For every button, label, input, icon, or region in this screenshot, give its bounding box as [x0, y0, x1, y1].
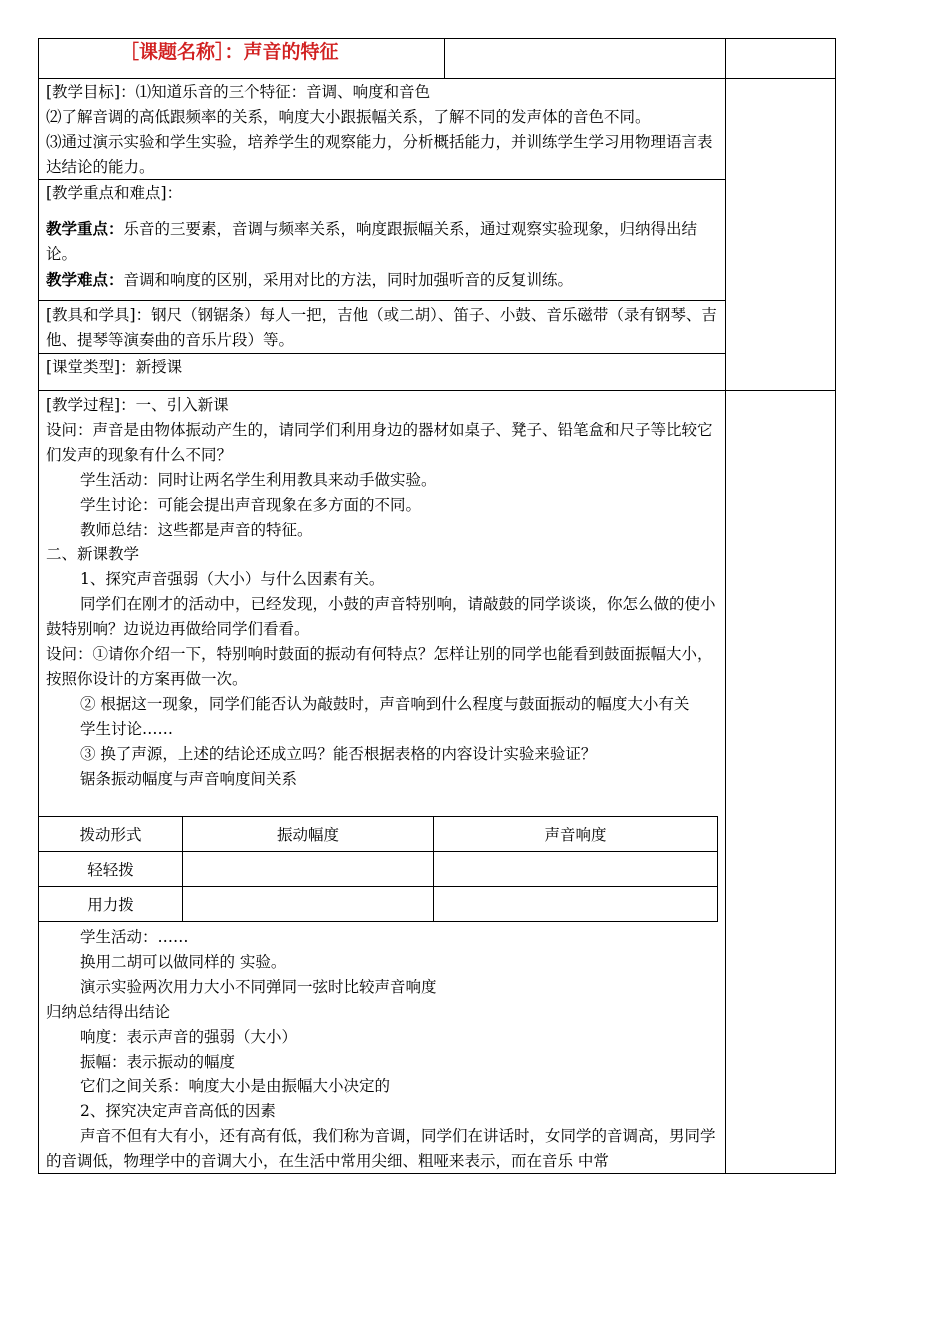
table-header-cell: 声音响度 [434, 817, 718, 852]
amplitude-loudness-table [38, 816, 718, 922]
table-cell [183, 852, 434, 887]
after-a6: 振幅：表示振动的幅度 [80, 1052, 236, 1071]
row-divider-5 [38, 390, 836, 391]
process-p11: 学生讨论…… [80, 719, 174, 738]
after-a9: 声音不但有大有小，还有高有低，我们称为音调，同学们在讲话时，女同学的音调高，男同学的音调低，物理学中的音调大小，在生活中常用尖细、粗哑来表示，而在音乐 中常 [46, 1127, 716, 1171]
process-p7: 1、探究声音强弱（大小）与什么因素有关。 [80, 570, 385, 589]
after-a5: 响度：表示声音的强弱（大小） [80, 1027, 298, 1046]
title-row-divider [444, 38, 445, 78]
key-points-text: 乐音的三要素，音调与频率关系，响度跟振幅关系，通过观察实验现象，归纳得出结论。 [46, 220, 698, 263]
objectives-line-2: ⑵了解音调的高低跟频率的关系，响度大小跟振幅关系，了解不同的发声体的音色不同。 [46, 108, 651, 126]
row-divider-4 [38, 353, 726, 354]
process-p13: 锯条振动幅度与声音响度间关系 [80, 769, 298, 788]
difficulties-text: 音调和响度的区别，采用对比的方法，同时加强听音的反复训练。 [123, 271, 574, 289]
objectives-line-1: [教学目标]：⑴知道乐音的三个特征：音调、响度和音色 [46, 83, 431, 101]
process-continued [46, 925, 722, 1174]
after-a1: 学生活动：…… [80, 928, 189, 946]
after-a4: 归纳总结得出结论 [46, 1002, 171, 1021]
tools-section [46, 303, 722, 353]
process-p5: 教师总结：这些都是声音的特征。 [80, 520, 313, 539]
process-p9: 设问：①请你介绍一下，特别响时鼓面的振动有何特点？怎样让别的同学也能看到鼓面振幅大小，按照你设计的方案再做一次。 [46, 645, 713, 688]
process-p4: 学生讨论：可能会提出声音现象在多方面的不同。 [80, 495, 422, 514]
table-row [39, 887, 718, 922]
objectives-section [46, 80, 722, 180]
table-header-row [39, 817, 718, 852]
process-p6: 二、新课教学 [46, 545, 140, 564]
table-cell: 轻轻拨 [39, 852, 183, 887]
lesson-type-text: [课堂类型]：新授课 [46, 358, 183, 376]
difficulties [46, 267, 722, 293]
table-cell: 用力拨 [39, 887, 183, 922]
row-divider-3 [38, 300, 726, 301]
table-header-cell: 拨动形式 [39, 817, 183, 852]
focus-heading: [教学重点和难点]： [46, 184, 183, 202]
process-p2: 设问：声音是由物体振动产生的，请同学们利用身边的器材如桌子、凳子、铅笔盒和尺子等比较它们发声的现象有什么不同？ [46, 420, 713, 464]
key-points [46, 216, 722, 267]
table-cell [434, 852, 718, 887]
process-p8: 同学们在刚才的活动中，已经发现，小鼓的声音特别响，请敲鼓的同学谈谈，你怎么做的使小鼓特别响？边说边再做给同学们看看。 [46, 595, 716, 639]
table-row [39, 852, 718, 887]
process-p3: 学生活动：同时让两名学生利用教具来动手做实验。 [80, 470, 437, 489]
key-points-label: 教学重点： [46, 219, 124, 238]
after-a2: 换用二胡可以做同样的 实验。 [80, 952, 287, 971]
table-cell [183, 887, 434, 922]
objectives-line-3: ⑶通过演示实验和学生实验，培养学生的观察能力，分析概括能力，并训练学生学习用物理语言表达结论的能力。 [46, 133, 713, 176]
difficulties-label: 教学难点： [46, 270, 124, 289]
row-divider-1 [38, 78, 836, 79]
table-cell [434, 887, 718, 922]
right-column-divider [725, 38, 726, 1174]
after-a3: 演示实验两次用力大小不同弹同一弦时比较声音响度 [80, 977, 437, 996]
process-p12: ③ 换了声源，上述的结论还成立吗？能否根据表格的内容设计实验来验证？ [80, 744, 597, 763]
process-p10: ② 根据这一现象，同学们能否认为敲鼓时，声音响到什么程度与鼓面振动的幅度大小有关 [80, 694, 690, 713]
focus-section [46, 181, 722, 293]
table-header-cell: 振动幅度 [183, 817, 434, 852]
process-p1: [教学过程]：一、引入新课 [46, 396, 229, 414]
tools-text: [教具和学具]：钢尺（钢锯条）每人一把，吉他（或二胡）、笛子、小鼓、音乐磁带（录有钢琴、吉他、提琴等演奏曲的音乐片段）等。 [46, 306, 717, 349]
after-a8: 2、探究决定声音高低的因素 [80, 1102, 276, 1121]
page-title: ［课题名称］：声音的特征 [120, 41, 339, 63]
lesson-type-section [46, 355, 722, 380]
after-a7: 它们之间关系：响度大小是由振幅大小决定的 [80, 1077, 391, 1096]
process-section [46, 393, 722, 792]
